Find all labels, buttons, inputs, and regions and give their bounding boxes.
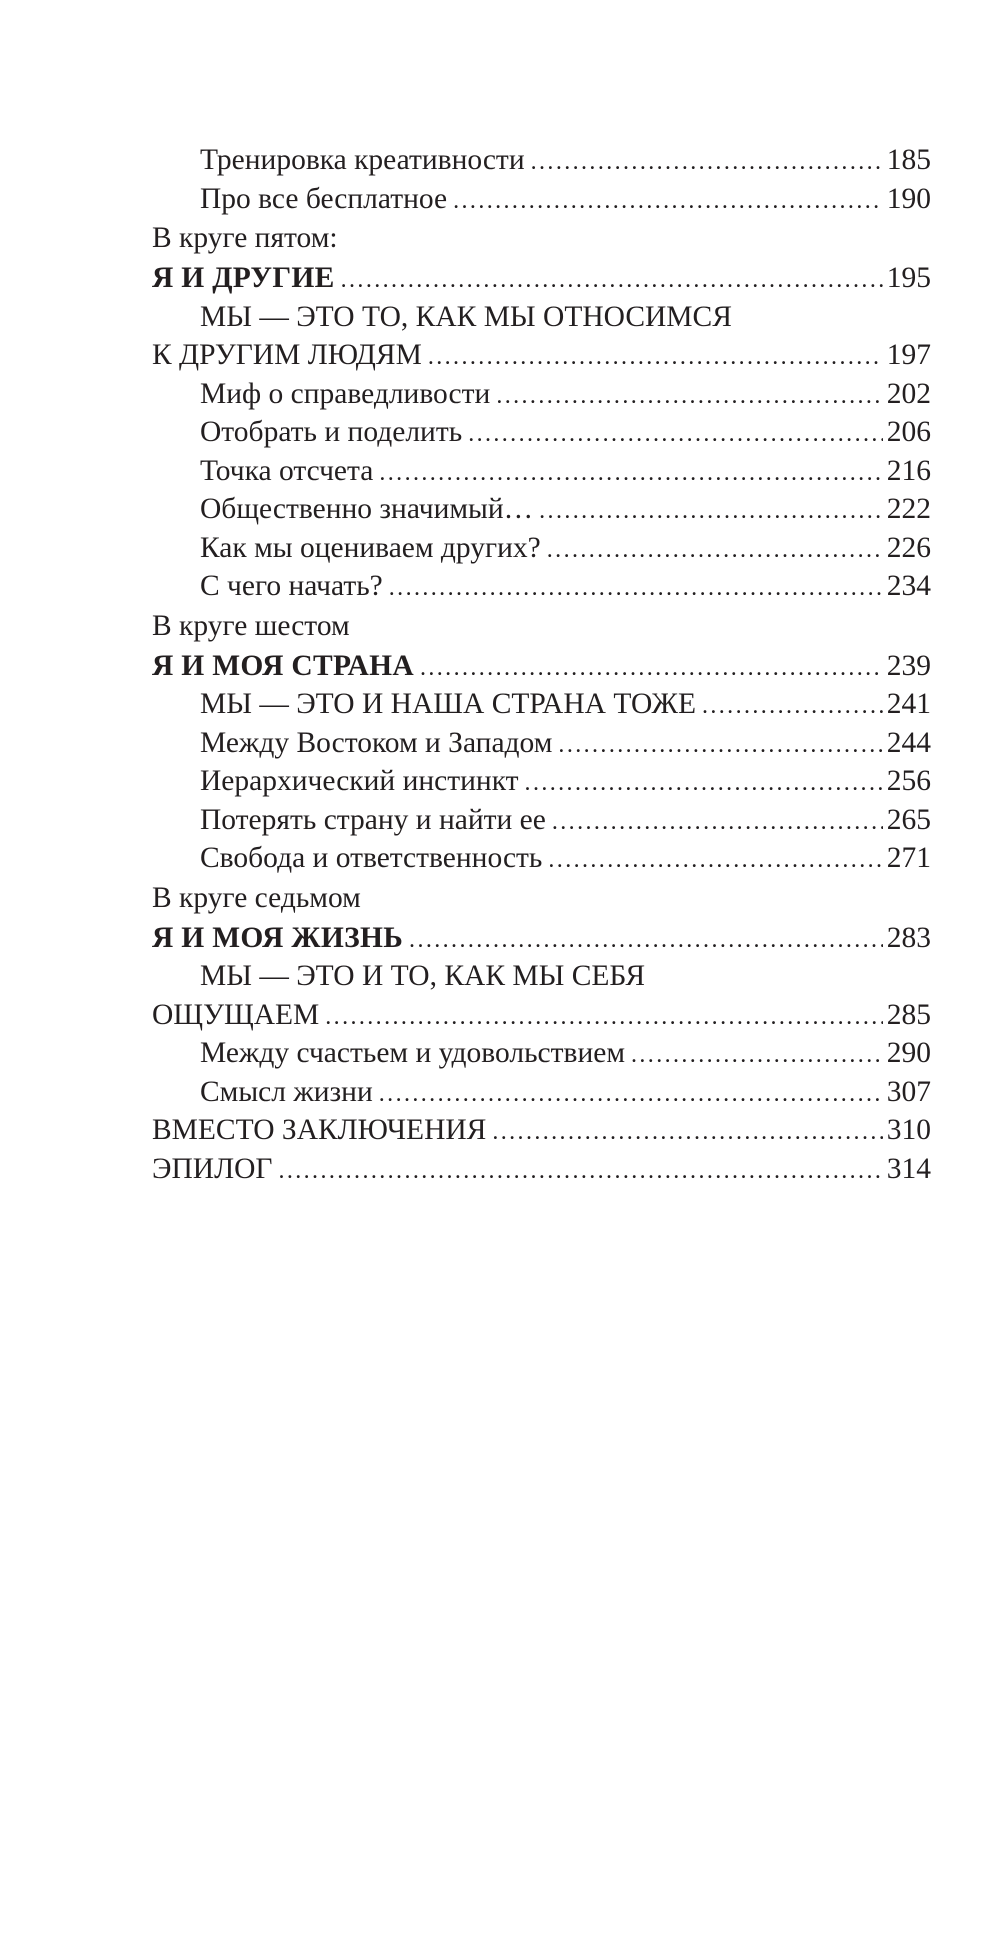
toc-entry[interactable] [152, 180, 931, 219]
toc-page-number: 271 [886, 842, 931, 874]
toc-dot-leader [468, 415, 883, 454]
toc-dot-leader [341, 261, 883, 300]
toc-entry-title: МЫ — ЭТО И НАША СТРАНА ТОЖЕ [200, 688, 696, 720]
toc-page-number: 285 [886, 998, 931, 1031]
toc-page-number: 290 [886, 1037, 931, 1069]
toc-entry[interactable] [152, 685, 931, 724]
toc-entry-line1[interactable] [152, 298, 931, 337]
toc-entry-title: Свобода и ответственность [200, 842, 543, 874]
toc-entry-title: Как мы оцениваем других? [200, 531, 541, 564]
toc-dot-leader [453, 182, 883, 221]
toc-entry-title: Про все бесплатное [200, 182, 448, 215]
toc-dot-leader [525, 764, 883, 803]
table-of-contents [152, 141, 931, 1188]
toc-dot-leader [548, 841, 882, 880]
toc-entry-title: Смысл жизни [200, 1075, 373, 1108]
toc-entry-title: ЭПИЛОГ [152, 1152, 273, 1185]
toc-page-number: 226 [886, 531, 931, 564]
toc-entry[interactable] [152, 567, 931, 606]
toc-dot-leader [702, 687, 883, 726]
toc-section-label-text: В круге пятом: [152, 222, 338, 254]
toc-page-number: 239 [886, 649, 931, 682]
toc-page-number: 244 [886, 726, 931, 759]
toc-entry-title: Иерархический инстинкт [200, 765, 519, 797]
toc-entry[interactable] [152, 1111, 931, 1150]
toc-section-label-text: В круге седьмом [152, 881, 361, 914]
toc-dot-leader [552, 803, 883, 842]
toc-entry-title: Точка отсчета [200, 454, 374, 487]
toc-dot-leader [631, 1036, 883, 1075]
toc-entry-line2[interactable] [152, 336, 931, 375]
toc-entry[interactable] [152, 529, 931, 568]
toc-page-number: 265 [886, 803, 931, 836]
toc-dot-leader [420, 649, 883, 688]
toc-page-number: 222 [886, 493, 931, 525]
toc-dot-leader [539, 492, 883, 531]
toc-page-number: 256 [886, 765, 931, 797]
toc-section-label [152, 606, 931, 647]
toc-dot-leader [278, 1152, 882, 1191]
toc-entry[interactable] [152, 1034, 931, 1073]
toc-dot-leader [547, 531, 883, 570]
toc-page-number: 314 [886, 1152, 931, 1185]
toc-entry-title: Я И МОЯ ЖИЗНЬ [152, 921, 404, 954]
toc-dot-leader [409, 921, 883, 960]
toc-dot-leader [496, 377, 882, 416]
toc-dot-leader [379, 454, 882, 493]
toc-entry-line2[interactable] [152, 996, 931, 1035]
toc-section-label [152, 218, 931, 259]
toc-page-number: 310 [886, 1114, 931, 1146]
toc-section-label [152, 878, 931, 919]
toc-entry-title: МЫ — ЭТО ТО, КАК МЫ ОТНОСИМСЯ [200, 300, 732, 333]
toc-entry-title: С чего начать? [200, 570, 383, 602]
toc-entry[interactable] [152, 141, 931, 180]
toc-entry-title: Миф о справедливости [200, 377, 491, 410]
toc-page-number: 307 [886, 1075, 931, 1108]
toc-entry-title: Отобрать и поделить [200, 416, 463, 448]
toc-page-number: 206 [886, 416, 931, 448]
toc-entry[interactable] [152, 375, 931, 414]
toc-entry-title: Я И МОЯ СТРАНА [152, 649, 414, 682]
toc-dot-leader [379, 1075, 883, 1114]
toc-chapter-heading[interactable] [152, 919, 931, 958]
toc-entry[interactable] [152, 413, 931, 452]
toc-page-number: 202 [886, 377, 931, 410]
toc-entry[interactable] [152, 452, 931, 491]
toc-entry[interactable] [152, 762, 931, 801]
toc-section-label-text: В круге шестом [152, 609, 350, 642]
toc-entry[interactable] [152, 1150, 931, 1189]
toc-entry-title: К ДРУГИМ ЛЮДЯМ [152, 339, 422, 371]
toc-dot-leader [558, 726, 882, 765]
toc-dot-leader [492, 1113, 882, 1152]
toc-page-number: 216 [886, 454, 931, 487]
toc-dot-leader [531, 143, 883, 182]
toc-entry-title: Между счастьем и удовольствием [200, 1037, 625, 1069]
toc-entry-title: ОЩУЩАЕМ [152, 998, 320, 1031]
toc-entry[interactable] [152, 490, 931, 529]
toc-entry[interactable] [152, 839, 931, 878]
toc-entry-title: Общественно значимый… [200, 493, 534, 525]
toc-page-number: 190 [886, 182, 931, 215]
toc-entry-title: Между Востоком и Западом [200, 726, 553, 759]
toc-chapter-heading[interactable] [152, 259, 931, 298]
toc-entry-title: Тренировка креативности [200, 144, 525, 176]
toc-dot-leader [389, 569, 883, 608]
toc-entry-title: МЫ — ЭТО И ТО, КАК МЫ СЕБЯ [200, 960, 646, 992]
toc-entry[interactable] [152, 1073, 931, 1112]
toc-dot-leader [428, 338, 883, 377]
toc-entry[interactable] [152, 724, 931, 763]
toc-dot-leader [325, 998, 882, 1037]
toc-entry-title: Я И ДРУГИЕ [152, 262, 335, 294]
toc-page-number: 197 [886, 339, 931, 371]
toc-entry-line1[interactable] [152, 957, 931, 996]
toc-entry-title: Потерять страну и найти ее [200, 803, 546, 836]
toc-entry[interactable] [152, 801, 931, 840]
toc-page-number: 283 [886, 921, 931, 954]
toc-page-number: 241 [886, 688, 931, 720]
toc-chapter-heading[interactable] [152, 647, 931, 686]
toc-page-number: 234 [886, 570, 931, 602]
toc-page-number: 195 [886, 262, 931, 294]
toc-page-number: 185 [886, 144, 931, 176]
toc-entry-title: ВМЕСТО ЗАКЛЮЧЕНИЯ [152, 1114, 487, 1146]
